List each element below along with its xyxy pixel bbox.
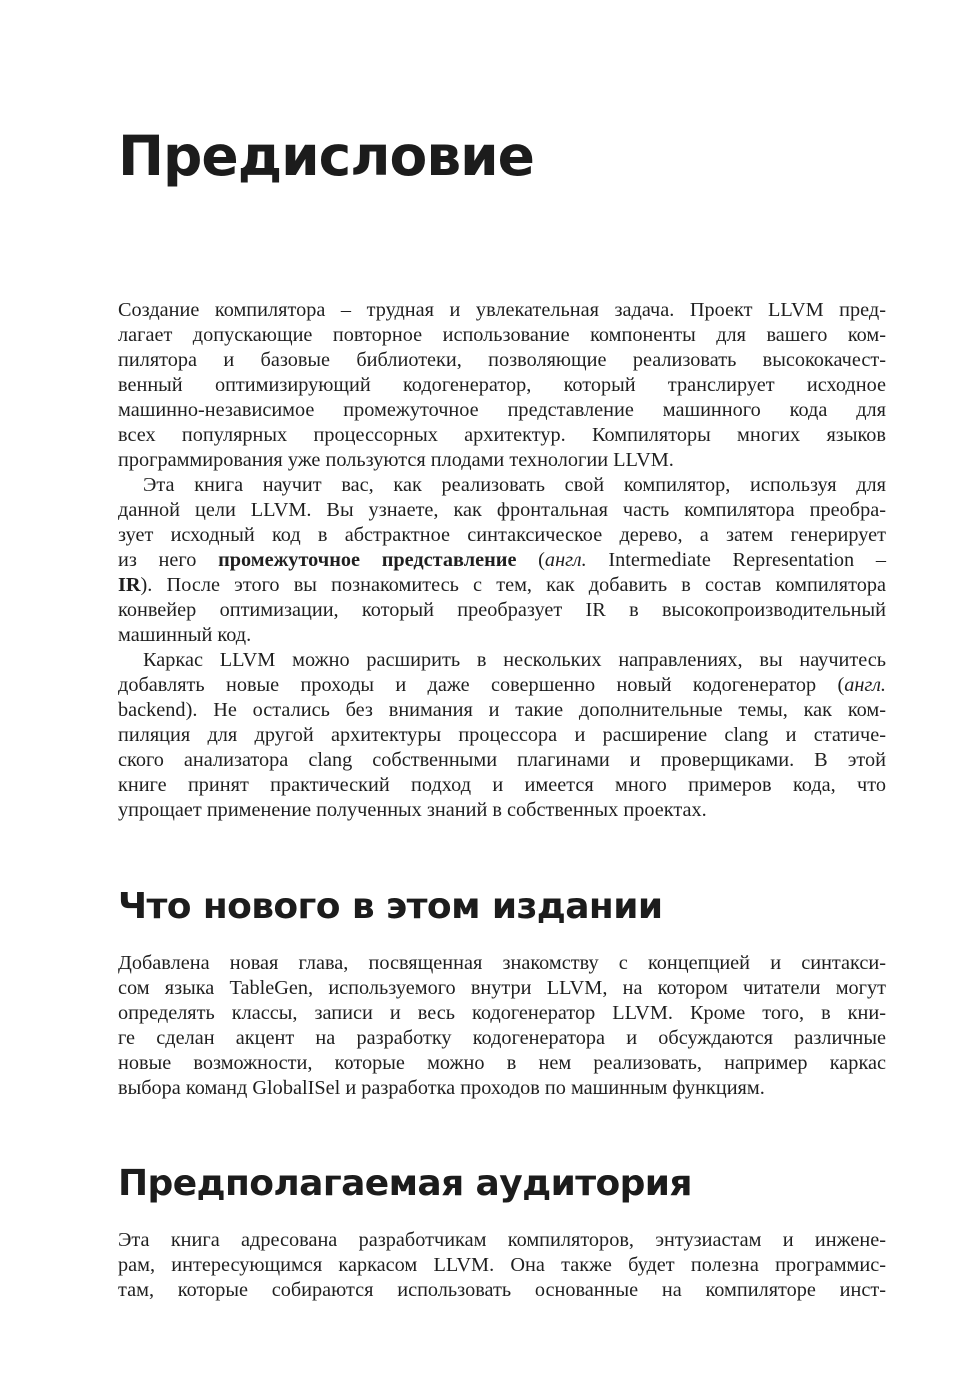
section-new-line: новые возможности, которые можно в нем реализовать, например каркас <box>118 1052 886 1074</box>
intro-p1-line: пилятора и базовые библиотеки, позволяющие реализовать высококачест- <box>118 349 886 371</box>
abbr-italic: англ. <box>844 674 886 696</box>
section-new-line: выбора команд GlobalISel и разработка проходов по машинным функциям. <box>118 1077 765 1099</box>
text: Intermediate Representation – <box>586 549 887 571</box>
intro-p1-line: лагает допускающие повторное использование компоненты для вашего ком- <box>118 324 886 346</box>
section-new-line: Добавлена новая глава, посвященная знакомству с концепцией и синтакси- <box>118 952 886 974</box>
intro-p2-line <box>118 573 886 598</box>
text: добавлять новые проходы и даже совершенно новый кодогенератор ( <box>118 674 845 696</box>
intro-p1-line: венный оптимизирующий кодогенератор, который транслирует исходное <box>118 374 886 396</box>
intro-p3-line: backend). Не остались без внимания и такие дополнительные темы, как ком- <box>118 699 886 721</box>
text: ( <box>516 549 545 571</box>
section-audience-line: рам, интересующимся каркасом LLVM. Она также будет полезна программис- <box>118 1254 886 1276</box>
intro-p2-line: зует исходный код в абстрактное синтаксическое дерево, а затем генерирует <box>118 524 886 546</box>
term-bold: промежуточное представление <box>218 549 517 571</box>
intro-p2-line: Эта книга научит вас, как реализовать свой компилятор, используя для <box>143 474 886 496</box>
section-new-line: ге сделан акцент на разработку кодогенератора и обсуждаются различные <box>118 1027 886 1049</box>
section-audience-line: Эта книга адресована разработчикам компиляторов, энтузиастам и инжене- <box>118 1229 886 1251</box>
term-bold: IR <box>118 574 141 596</box>
intro-p3-line: книге принят практический подход и имеется много примеров кода, что <box>118 774 886 796</box>
intro-p1-line: всех популярных процессорных архитектур. Компиляторы многих языков <box>118 424 886 446</box>
intro-p3-line <box>118 673 886 698</box>
text: из него <box>118 549 219 571</box>
section-title-audience: Предполагаемая аудитория <box>118 1163 692 1204</box>
section-new-line: определять классы, записи и весь кодогенератор LLVM. Кроме того, в кни- <box>118 1002 886 1024</box>
intro-p3-line: Каркас LLVM можно расширить в нескольких направлениях, вы научитесь <box>143 649 886 671</box>
intro-p3-line: ского анализатора clang собственными плагинами и проверщиками. В этой <box>118 749 886 771</box>
section-new-line: сом языка TableGen, используемого внутри LLVM, на котором читатели могут <box>118 977 886 999</box>
intro-p3-line: упрощает применение полученных знаний в собственных проектах. <box>118 799 707 821</box>
intro-p1-line: Создание компилятора – трудная и увлекательная задача. Проект LLVM пред- <box>118 299 886 321</box>
chapter-title: Предисловие <box>118 124 534 188</box>
text: ). После этого вы познакомитесь с тем, как добавить в состав компилятора <box>140 574 886 596</box>
section-audience-line: там, которые собираются использовать основанные на компиляторе инст- <box>118 1279 886 1301</box>
intro-p3-line: пиляция для другой архитектуры процессора и расширение clang и статиче- <box>118 724 886 746</box>
intro-p2-line: данной цели LLVM. Вы узнаете, как фронтальная часть компилятора преобра- <box>118 499 886 521</box>
intro-p2-line: конвейер оптимизации, который преобразует IR в высокопроизводительный <box>118 599 886 621</box>
abbr-italic: англ. <box>544 549 587 571</box>
intro-p2-line <box>118 548 886 573</box>
intro-p2-line: машинный код. <box>118 624 252 646</box>
intro-p1-line: программирования уже пользуются плодами технологии LLVM. <box>118 449 674 471</box>
intro-p1-line: машинно-независимое промежуточное представление машинного кода для <box>118 399 886 421</box>
section-title-whats-new: Что нового в этом издании <box>118 886 663 927</box>
